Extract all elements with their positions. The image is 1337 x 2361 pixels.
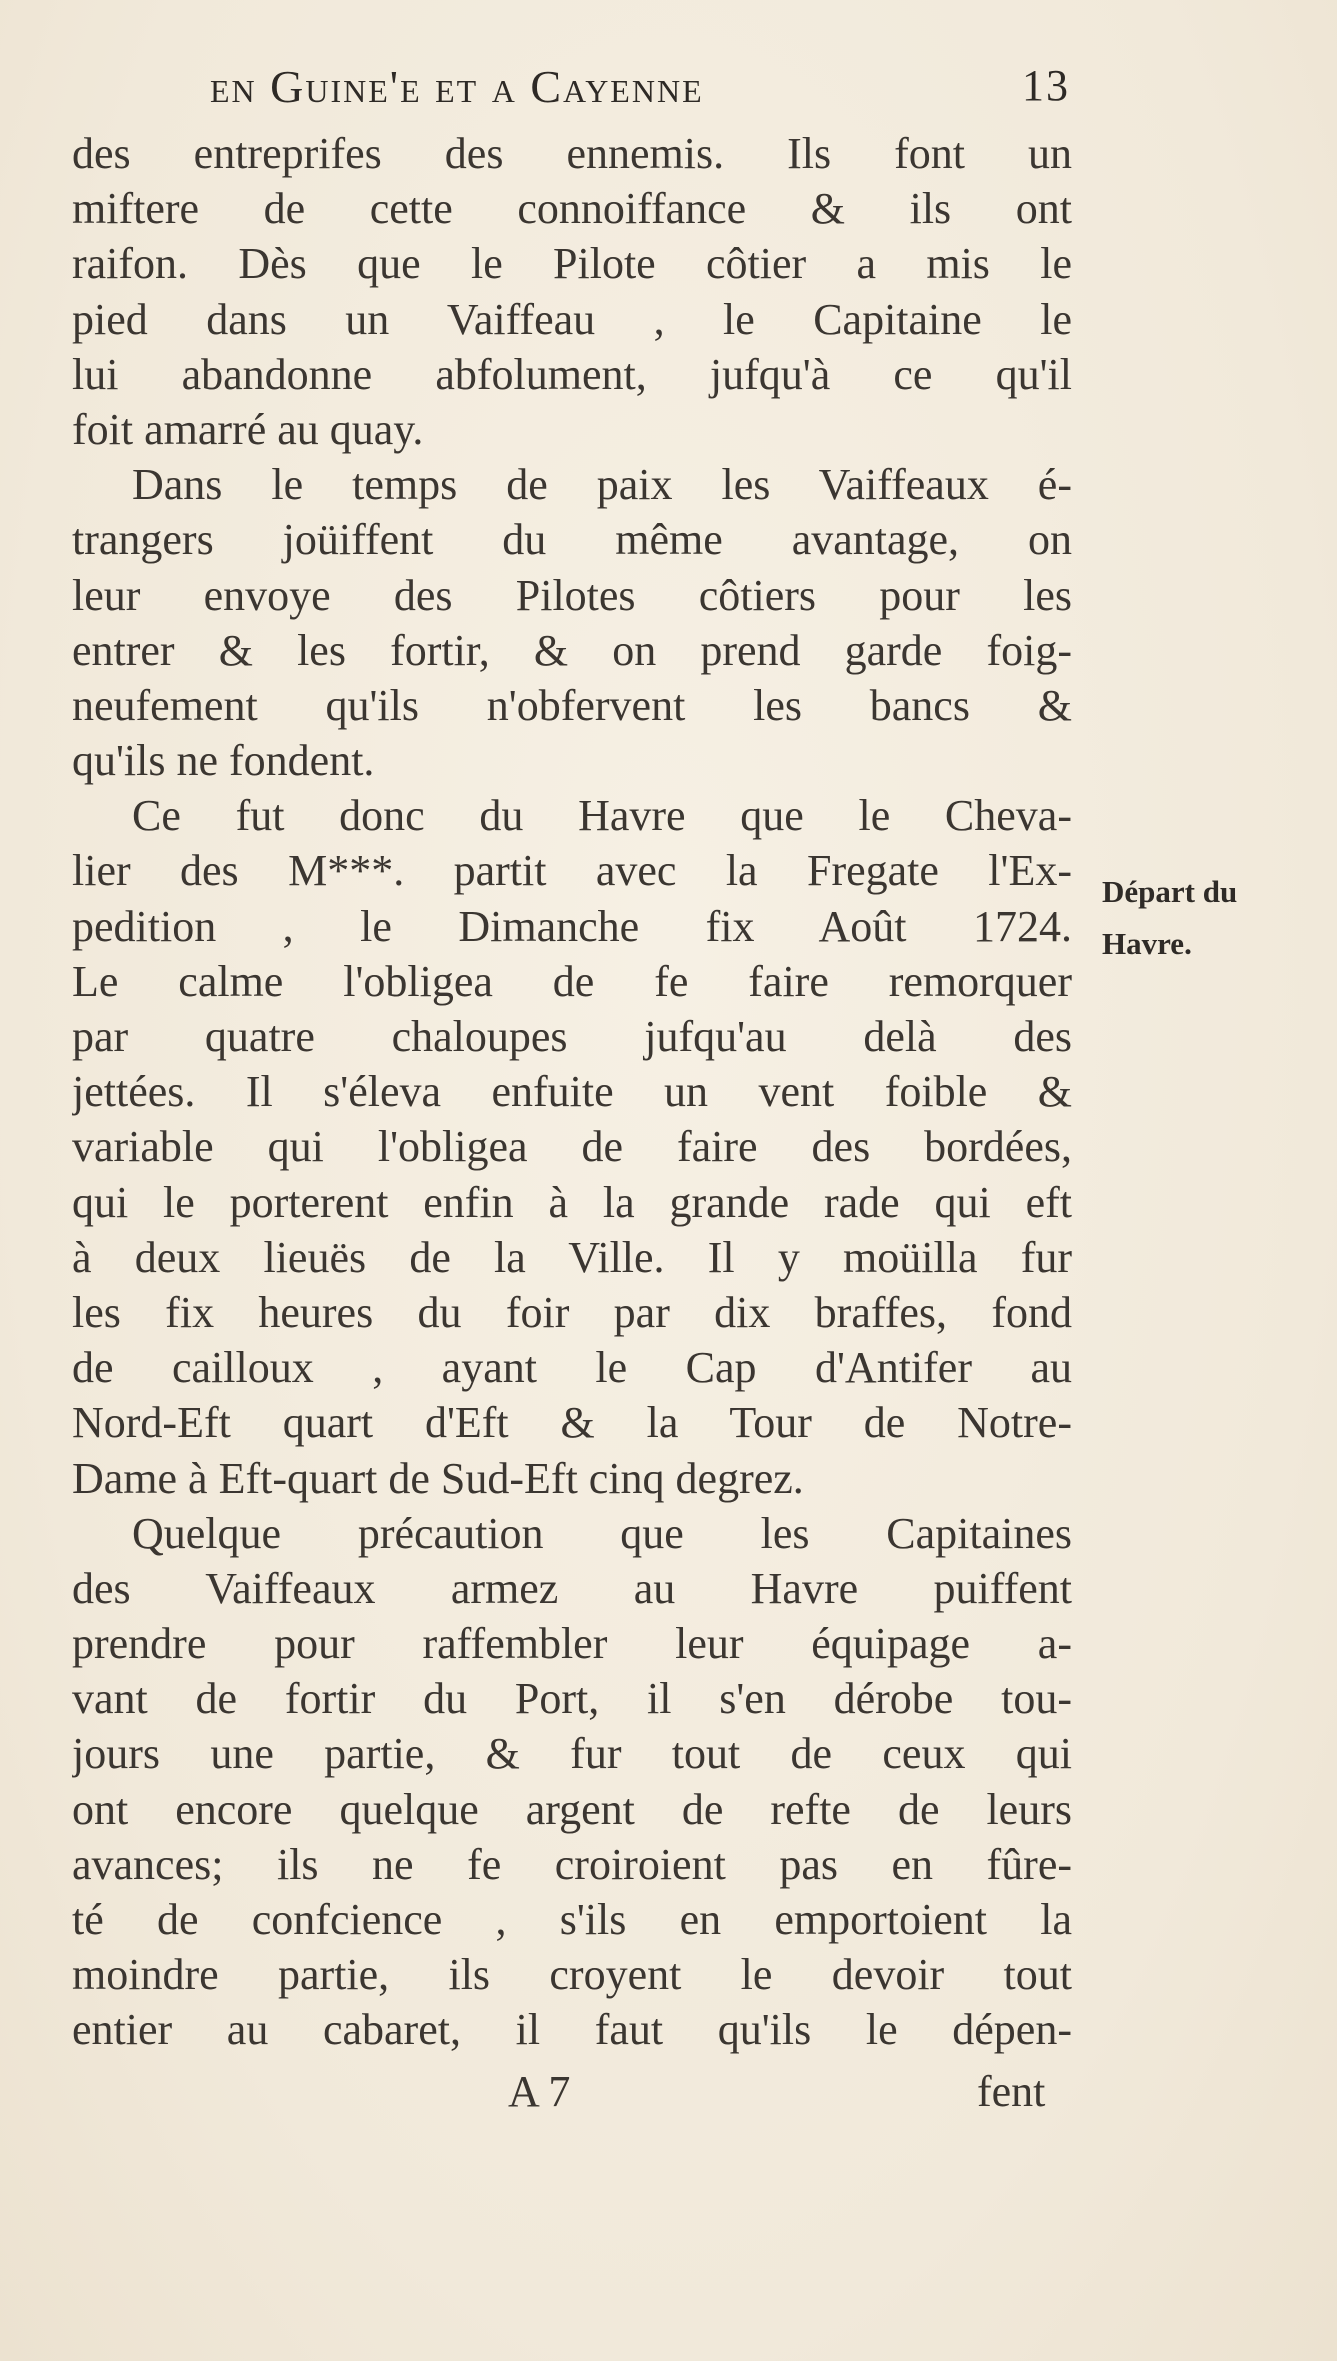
margin-note: [1102, 866, 1237, 970]
text-line: pedition , le Dimanche fix Août 1724.: [72, 901, 1072, 951]
text-line: ont encore quelque argent de refte de leurs: [72, 1784, 1072, 1834]
text-line: jettées. Il s'éleva enfuite un vent foible &: [72, 1067, 1072, 1117]
text-line: raifon. Dès que le Pilote côtier a mis le: [72, 239, 1072, 289]
text-line: trangers joüiffent du même avantage, on: [72, 515, 1072, 565]
text-line: té de confcience , s'ils en emportoient la: [72, 1895, 1072, 1944]
text-line: Ce fut donc du Havre que le Cheva-: [132, 791, 1072, 841]
text-line: Quelque précaution que les Capitaines: [132, 1508, 1072, 1558]
text-line: entier au cabaret, il faut qu'ils le dépen-: [72, 2005, 1072, 2055]
text-line: des entreprifes des ennemis. Ils font un: [72, 129, 1072, 178]
text-line: entrer & les fortir, & on prend garde foig-: [72, 625, 1072, 675]
text-line: de cailloux , ayant le Cap d'Antifer au: [72, 1343, 1072, 1393]
text-line: foit amarré au quay.: [72, 404, 424, 454]
text-line: Dame à Eft-quart de Sud-Eft cinq degrez.: [72, 1453, 804, 1503]
catchword: fent: [977, 2067, 1046, 2116]
text-line: lui abandonne abfolument, jufqu'à ce qu'il: [72, 349, 1072, 399]
text-line: prendre pour raffembler leur équipage a-: [72, 1619, 1072, 1669]
text-line: à deux lieuës de la Ville. Il y moüilla fur: [72, 1232, 1072, 1282]
text-line: jours une partie, & fur tout de ceux qui: [72, 1729, 1072, 1779]
running-title: en Guine'e et a Cayenne: [210, 61, 704, 112]
margin-note-line: Havre.: [1102, 926, 1192, 961]
text-line: les fix heures du foir par dix braffes, fond: [72, 1287, 1072, 1337]
text-line: qu'ils ne fondent.: [72, 736, 375, 786]
text-line: vant de fortir du Port, il s'en dérobe tou-: [72, 1674, 1072, 1724]
margin-note-line: Départ du: [1102, 874, 1238, 909]
text-line: pied dans un Vaiffeau , le Capitaine le: [72, 294, 1072, 344]
text-line: des Vaiffeaux armez au Havre puiffent: [72, 1563, 1072, 1613]
running-header: [210, 60, 1090, 120]
text-line: miftere de cette connoiffance & ils ont: [72, 184, 1072, 234]
text-line: qui le porterent enfin à la grande rade qui eft: [72, 1177, 1072, 1227]
page-footer: [0, 2066, 1337, 2126]
text-line: par quatre chaloupes jufqu'au delà des: [72, 1012, 1072, 1061]
text-line: Nord-Eft quart d'Eft & la Tour de Notre-: [72, 1398, 1072, 1448]
text-line: neufement qu'ils n'obfervent les bancs &: [72, 680, 1072, 730]
signature-mark: A 7: [508, 2067, 571, 2116]
text-line: variable qui l'obligea de faire des bordées,: [72, 1122, 1072, 1172]
text-line: leur envoye des Pilotes côtiers pour les: [72, 570, 1072, 620]
text-line: moindre partie, ils croyent le devoir tout: [72, 1950, 1072, 2000]
body-text: [72, 126, 1072, 2058]
text-line: lier des M***. partit avec la Fregate l'Ex-: [72, 846, 1072, 896]
text-line: Le calme l'obligea de fe faire remorquer: [72, 956, 1072, 1006]
text-line: avances; ils ne fe croiroient pas en fûre-: [72, 1839, 1072, 1889]
page-number: 13: [1022, 61, 1070, 110]
text-line: Dans le temps de paix les Vaiffeaux é-: [132, 460, 1072, 510]
